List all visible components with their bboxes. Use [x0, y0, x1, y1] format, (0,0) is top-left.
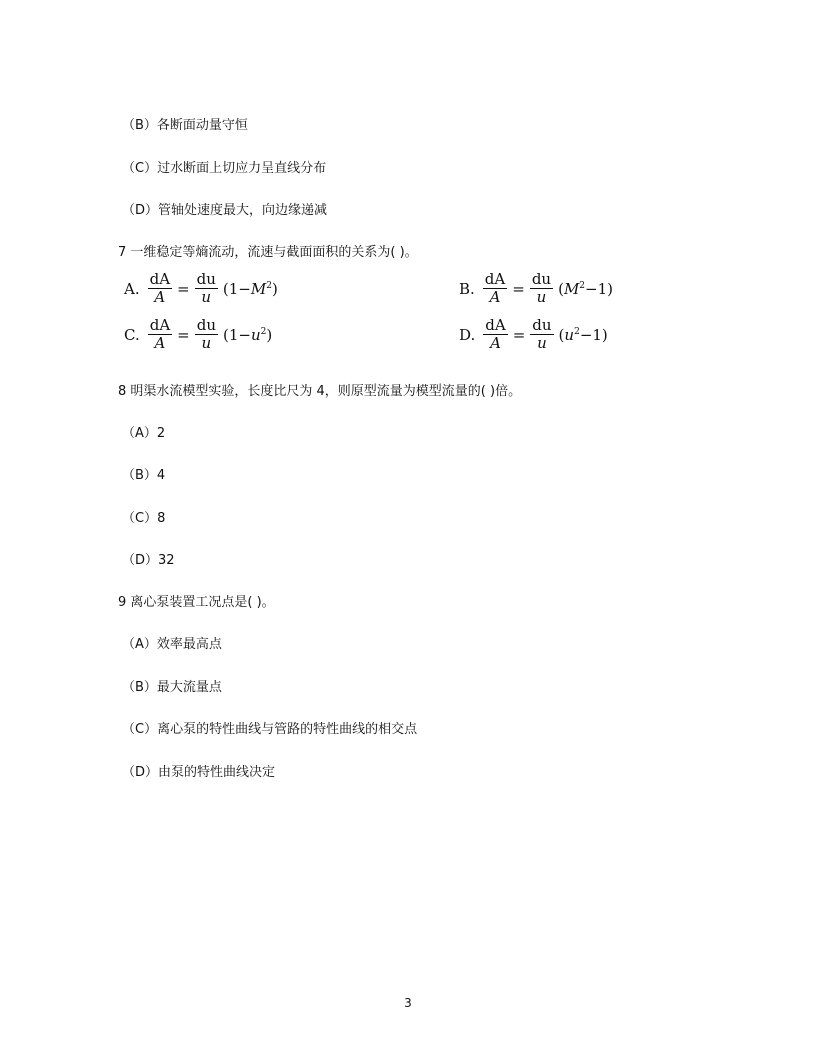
formula-tail: $(1-u^2)$ — [223, 325, 273, 344]
formula-tail: $(1-M^2)$ — [222, 279, 278, 298]
q7-stem: 7 一维稳定等熵流动，流速与截面面积的关系为( )。 — [118, 245, 418, 260]
q8-option-a: （A）2 — [122, 426, 166, 441]
q7-option-a: A. $\frac{dA}{A}$ = $\frac{du}{u}$ $(1-M^2)$ — [124, 270, 278, 306]
q6-option-c: （C）过水断面上切应力呈直线分布 — [122, 161, 327, 176]
q6-option-b: （B）各断面动量守恒 — [122, 118, 248, 133]
q9-option-d: （D）由泵的特性曲线决定 — [122, 765, 276, 780]
q8-stem: 8 明渠水流模型实验，长度比尺为 4，则原型流量为模型流量的( )倍。 — [118, 384, 522, 399]
q7-option-c: C. $\frac{dA}{A}$ = $\frac{du}{u}$ $(1-u^2)$ — [124, 316, 273, 352]
formula-tail: $(u^2-1)$ — [558, 325, 608, 344]
fraction-du-over-u: $\frac{du}{u}$ — [531, 270, 552, 306]
q7-option-d: D. $\frac{dA}{A}$ = $\frac{du}{u}$ $(u^2-1)$ — [459, 316, 608, 352]
page-number: 3 — [404, 996, 412, 1010]
option-letter: D. — [459, 325, 476, 344]
fraction-da-over-a: $\frac{dA}{A}$ — [149, 270, 171, 306]
option-letter: B. — [459, 279, 475, 298]
q9-option-b: （B）最大流量点 — [122, 680, 222, 695]
option-letter: C. — [124, 325, 140, 344]
q8-option-c: （C）8 — [122, 511, 166, 526]
fraction-da-over-a: $\frac{dA}{A}$ — [149, 316, 171, 352]
fraction-du-over-u: $\frac{du}{u}$ — [196, 316, 216, 352]
q6-option-d: （D）管轴处速度最大，向边缘递减 — [122, 203, 328, 218]
q8-option-b: （B）4 — [122, 468, 166, 483]
fraction-da-over-a: $\frac{dA}{A}$ — [485, 316, 506, 352]
q9-stem: 9 离心泵装置工况点是( )。 — [118, 595, 275, 610]
option-letter: A. — [124, 279, 140, 298]
formula-tail: $(M^2-1)$ — [558, 279, 613, 298]
q8-option-d: （D）32 — [122, 553, 175, 568]
q7-option-b: B. $\frac{dA}{A}$ = $\frac{du}{u}$ $(M^2-1)$ — [459, 270, 613, 306]
q9-option-a: （A）效率最高点 — [122, 637, 222, 652]
q9-option-c: （C）离心泵的特性曲线与管路的特性曲线的相交点 — [122, 722, 418, 737]
fraction-da-over-a: $\frac{dA}{A}$ — [484, 270, 506, 306]
fraction-du-over-u: $\frac{du}{u}$ — [532, 316, 552, 352]
fraction-du-over-u: $\frac{du}{u}$ — [196, 270, 216, 306]
